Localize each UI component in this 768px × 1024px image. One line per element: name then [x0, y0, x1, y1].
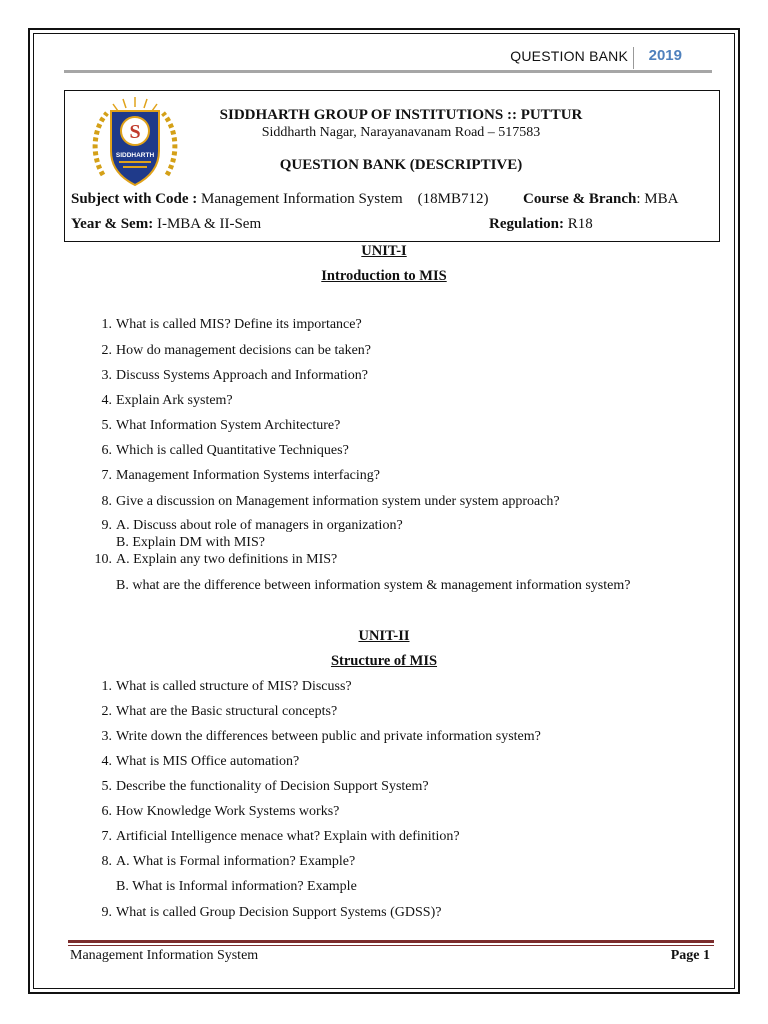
page-number: Page 1 [670, 948, 710, 963]
running-header [64, 45, 712, 73]
document-title: QUESTION BANK (DESCRIPTIVE) [279, 157, 523, 173]
year-value: I-MBA & II-Sem [156, 216, 262, 232]
subject-value: Management Information System (18MB712) [201, 191, 489, 207]
svg-text:S: S [129, 121, 141, 143]
regulation-label: Regulation: [489, 216, 564, 232]
unit-subtitle: Structure of MIS [330, 653, 438, 669]
year-label: Year & Sem: [71, 216, 154, 232]
institution-name: SIDDHARTH GROUP OF INSTITUTIONS :: PUTTUR [219, 107, 583, 123]
footer-rule [68, 940, 714, 943]
regulation-line [489, 216, 593, 233]
regulation-value: R18 [567, 216, 593, 232]
institution-address: Siddharth Nagar, Narayanavanam Road – 517583 [261, 125, 541, 140]
header-label: QUESTION BANK [510, 48, 628, 64]
header-year: 2019 [648, 47, 682, 64]
unit-title: UNIT-I [361, 243, 407, 259]
header-rule [64, 70, 712, 73]
course-line [523, 191, 678, 208]
subject-line [71, 191, 488, 208]
footer-subject: Management Information System [70, 948, 259, 963]
subject-label: Subject with Code : [71, 191, 198, 207]
footer-rule-thin [68, 945, 714, 946]
unit-subtitle: Introduction to MIS [321, 268, 447, 284]
header-separator [633, 47, 634, 69]
year-line [71, 216, 261, 233]
unit-title: UNIT-II [358, 628, 410, 644]
course-label: Course & Branch [523, 191, 637, 207]
course-value: : MBA [636, 191, 679, 207]
institution-info-box [64, 90, 720, 242]
svg-text:SIDDHARTH: SIDDHARTH [115, 152, 155, 159]
